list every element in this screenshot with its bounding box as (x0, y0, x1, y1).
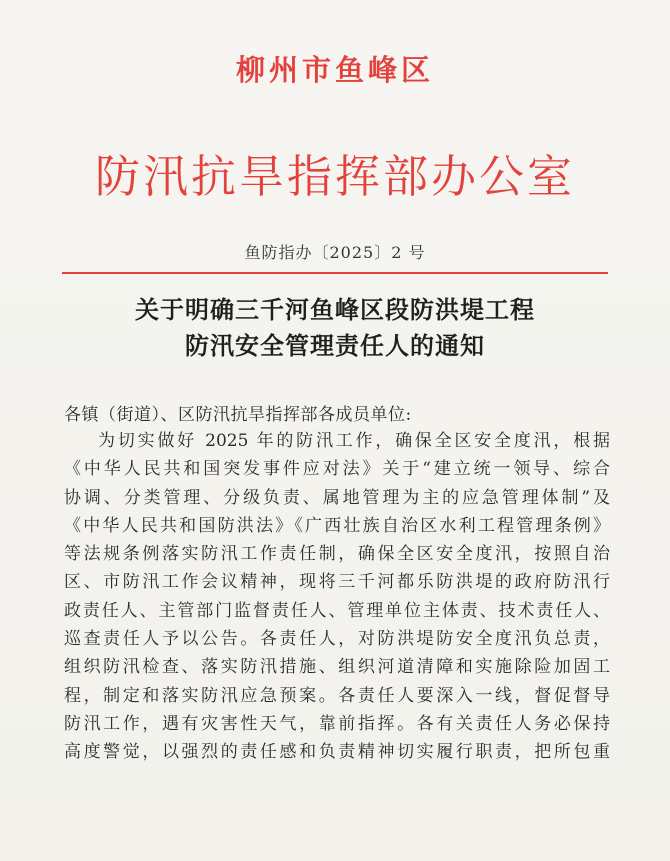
body-line: 《中华人民共和国突发事件应对法》关于“建立统一领导、综合 (64, 459, 610, 480)
body-line: 程，制定和落实防汛应急预案。各责任人要深入一线，督促督导 (64, 685, 610, 706)
body-line: 区、市防汛工作会议精神，现将三千河都乐防洪堤的政府防汛行 (64, 572, 610, 593)
letterhead-org-line1: 柳州市鱼峰区 (235, 53, 434, 87)
body-line: 政责任人、主管部门监督责任人、管理单位主体责、技术责任人、 (64, 600, 610, 621)
notice-title-line: 防汛安全管理责任人的通知 (185, 331, 485, 360)
notice-title-line: 关于明确三千河鱼峰区段防洪堤工程 (135, 295, 535, 324)
body-line: 高度警觉，以强烈的责任感和负责精神切实履行职责，把所包重 (64, 742, 610, 763)
salutation: 各镇（街道）、区防汛抗旱指挥部各成员单位: (64, 405, 412, 425)
body-line: 组织防汛检查、落实防汛措施、组织河道清障和实施除险加固工 (64, 657, 610, 678)
body-line: 协调、分类管理、分级负责、属地管理为主的应急管理体制”及 (64, 487, 610, 508)
letterhead-org-line2: 防汛抗旱指挥部办公室 (94, 150, 575, 203)
body-line: 巡查责任人予以公告。各责任人，对防洪堤防安全度汛负总责， (64, 629, 610, 650)
notice-title (0, 292, 670, 364)
letterhead-red-divider (62, 272, 608, 274)
body-line: 《中华人民共和国防洪法》《广西壮族自治区水利工程管理条例》 (64, 515, 610, 536)
body-line: 为切实做好 2025 年的防汛工作，确保全区安全度汛，根据 (98, 431, 610, 451)
body-line: 防汛工作，遇有灾害性天气，靠前指挥。各有关责任人务必保持 (64, 713, 610, 734)
document-number: 鱼防指办〔2025〕2 号 (244, 243, 426, 262)
notice-body (64, 427, 610, 767)
body-line: 等法规条例落实防汛工作责任制，确保全区安全度汛，按照自治 (64, 544, 610, 565)
